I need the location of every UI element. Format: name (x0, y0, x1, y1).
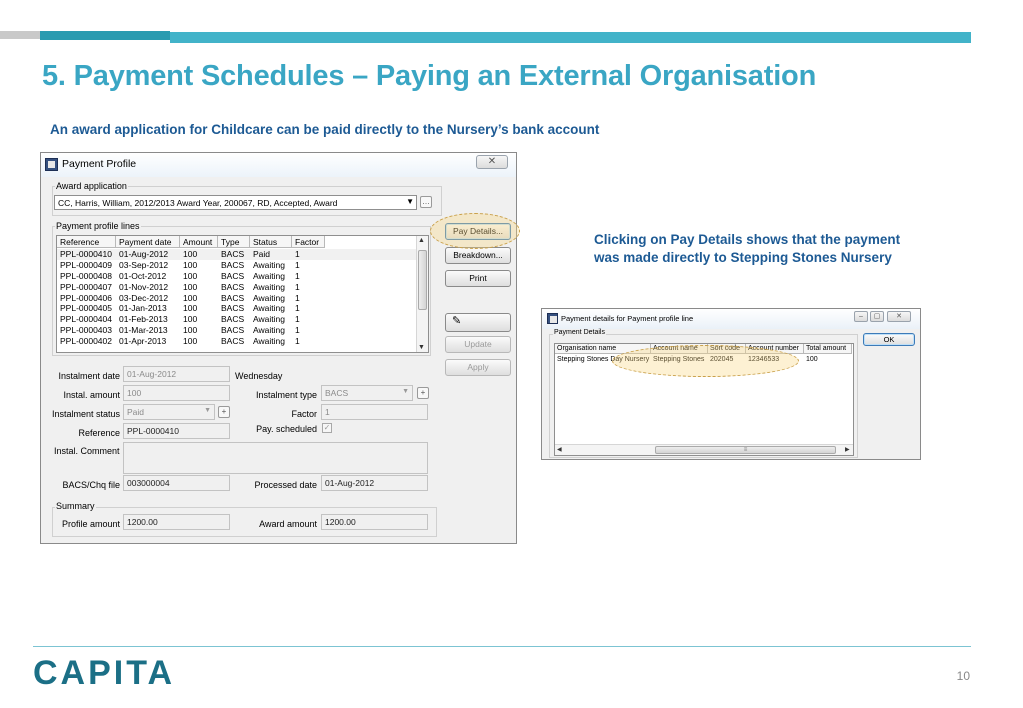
table-cell: 1 (295, 325, 300, 336)
payment-profile-window (40, 152, 517, 544)
scroll-left-icon[interactable]: ◀ (557, 447, 562, 453)
table-cell: BACS (221, 336, 245, 347)
app-icon (45, 158, 58, 171)
table-cell: 1 (295, 314, 300, 325)
bacs-chq-file-field[interactable]: 003000004 (123, 475, 230, 491)
table-cell: 01-Mar-2013 (119, 325, 168, 336)
table-cell: PPL-0000404 (60, 314, 112, 325)
table-row[interactable] (57, 293, 417, 304)
table-cell: PPL-0000405 (60, 303, 112, 314)
table-cell: PPL-0000406 (60, 292, 112, 303)
factor-field[interactable]: 1 (321, 404, 428, 420)
table-cell: 1 (295, 281, 300, 292)
table-header (57, 236, 325, 248)
header-bar-grey (0, 31, 40, 39)
pay-scheduled-checkbox[interactable]: ✓ (323, 423, 331, 432)
highlight-pay-details (430, 213, 520, 249)
table-cell: 1 (295, 270, 300, 281)
maximize-button[interactable]: ▢ (870, 311, 884, 322)
breakdown-button[interactable]: Breakdown... (445, 247, 511, 264)
horizontal-scrollbar[interactable] (555, 444, 853, 455)
table-cell: 100 (183, 325, 198, 336)
table-cell: PPL-0000409 (60, 259, 112, 270)
table-row[interactable] (57, 271, 417, 282)
footer-divider (33, 646, 971, 647)
instalment-type-value: BACS (325, 388, 349, 398)
chevron-down-icon: ▼ (406, 197, 414, 206)
table-cell: BACS (221, 292, 245, 303)
table-cell: 202045 (710, 356, 734, 363)
print-button[interactable]: Print (445, 270, 511, 287)
window-title: Payment Profile (62, 158, 137, 170)
table-cell: Paid (253, 249, 271, 259)
instalment-status-value: Paid (127, 407, 145, 417)
table-cell: Awaiting (253, 336, 285, 347)
table-cell: 01-Jan-2013 (119, 303, 167, 314)
award-amount-label: Award amount (259, 519, 317, 529)
instalment-date-label: Instalment date (58, 371, 120, 381)
chevron-down-icon: ▼ (402, 388, 409, 395)
instal-comment-label: Instal. Comment (54, 446, 120, 456)
table-cell: Awaiting (253, 325, 285, 336)
instal-comment-field[interactable] (123, 442, 428, 474)
table-row[interactable] (57, 260, 417, 271)
table-cell: 100 (183, 314, 198, 325)
table-cell: 01-Oct-2012 (119, 270, 167, 281)
instalment-date-field[interactable]: 01-Aug-2012 (123, 366, 230, 382)
instal-amount-field[interactable]: 100 (123, 385, 230, 401)
column-header[interactable]: Organisation name (555, 344, 651, 354)
capita-logo: CAPITA (33, 654, 176, 692)
summary-label: Summary (56, 501, 95, 511)
table-row[interactable] (57, 303, 417, 314)
table-cell: 100 (183, 259, 198, 270)
table-cell: 100 (806, 356, 818, 363)
table-row[interactable] (57, 336, 417, 347)
instalment-status-label: Instalment status (51, 409, 120, 419)
window-titlebar (41, 153, 516, 177)
instalment-status-select[interactable] (123, 404, 215, 420)
column-header[interactable]: Status (250, 236, 292, 248)
column-header[interactable]: Reference (57, 236, 116, 248)
window-title: Payment details for Payment profile line (561, 314, 694, 323)
pay-details-button[interactable]: Pay Details... (445, 223, 511, 240)
table-cell: BACS (221, 281, 245, 292)
instalment-type-select[interactable] (321, 385, 413, 401)
column-header[interactable]: Total amount (804, 344, 852, 354)
column-header[interactable]: Type (218, 236, 250, 248)
column-header[interactable]: Account number (746, 344, 804, 354)
table-cell: 01-Aug-2012 (119, 249, 169, 259)
award-application-select[interactable] (54, 195, 417, 210)
header-bar-accent (40, 31, 170, 40)
table-row[interactable] (57, 249, 417, 260)
instalment-type-label: Instalment type (255, 390, 317, 400)
payment-details-window (541, 308, 921, 460)
table-cell: 100 (183, 281, 198, 292)
award-lookup-button[interactable]: … (422, 197, 430, 206)
payment-lines-label: Payment profile lines (56, 221, 140, 231)
page-number: 10 (956, 669, 970, 683)
table-cell: Awaiting (253, 303, 285, 314)
chevron-down-icon: ▼ (204, 407, 211, 414)
table-cell: BACS (221, 249, 245, 259)
slide-subtitle: An award application for Childcare can be paid directly to the Nursery’s bank account (50, 122, 600, 137)
table-cell: PPL-0000408 (60, 270, 112, 281)
table-cell: 01-Nov-2012 (119, 281, 169, 292)
table-cell: 100 (183, 292, 198, 303)
profile-amount-label: Profile amount (61, 519, 120, 529)
instal-amount-label: Instal. amount (63, 390, 120, 400)
column-header[interactable]: Account name (651, 344, 708, 354)
vertical-scrollbar[interactable] (416, 236, 428, 352)
reference-label: Reference (78, 428, 120, 438)
table-cell: BACS (221, 303, 245, 314)
table-cell: Awaiting (253, 314, 285, 325)
table-cell: 100 (183, 249, 198, 259)
slide-title: 5. Payment Schedules – Paying an External Organisation (42, 60, 817, 92)
table-cell: PPL-0000410 (60, 249, 112, 259)
column-header[interactable]: Payment date (116, 236, 180, 248)
scroll-down-icon[interactable]: ▼ (418, 344, 425, 351)
update-button[interactable]: Update (445, 336, 511, 353)
callout-text: Clicking on Pay Details shows that the payment was made directly to Stepping Stones Nursery (594, 232, 901, 265)
apply-button[interactable]: Apply (445, 359, 511, 376)
header-bar (170, 32, 971, 43)
window-titlebar (542, 309, 920, 329)
pen-icon: ✎ (452, 315, 462, 327)
table-cell: 1 (295, 249, 300, 259)
table-cell: Awaiting (253, 259, 285, 270)
app-icon (547, 313, 558, 324)
table-cell: 01-Feb-2013 (119, 314, 168, 325)
column-header[interactable]: Sort code (708, 344, 746, 354)
table-cell: 1 (295, 259, 300, 270)
table-cell: 1 (295, 303, 300, 314)
table-cell: Awaiting (253, 270, 285, 281)
table-cell: Awaiting (253, 281, 285, 292)
award-amount-field[interactable]: 1200.00 (321, 514, 428, 530)
table-cell: Stepping Stones (653, 356, 705, 363)
reference-field[interactable]: PPL-0000410 (123, 423, 230, 439)
table-body (57, 249, 417, 347)
table-row[interactable] (57, 282, 417, 293)
payment-lines-table[interactable] (56, 235, 429, 353)
processed-date-label: Processed date (254, 480, 317, 490)
processed-date-field[interactable]: 01-Aug-2012 (321, 475, 428, 491)
table-cell: PPL-0000403 (60, 325, 112, 336)
scroll-up-icon[interactable]: ▲ (418, 237, 425, 244)
pay-scheduled-label: Pay. scheduled (256, 424, 317, 434)
instalment-type-add-button[interactable]: + (417, 387, 429, 399)
ok-button[interactable]: OK (863, 333, 915, 346)
scroll-right-icon[interactable]: ▶ (845, 447, 850, 453)
table-cell: 100 (183, 336, 198, 347)
scroll-thumb[interactable] (418, 250, 427, 310)
close-button[interactable]: ✕ (476, 155, 508, 169)
table-row[interactable] (57, 314, 417, 325)
table-cell: PPL-0000402 (60, 336, 112, 347)
table-cell: 100 (183, 303, 198, 314)
table-cell: 1 (295, 292, 300, 303)
column-header[interactable]: Factor (292, 236, 325, 248)
table-cell: Awaiting (253, 292, 285, 303)
table-cell: 1 (295, 336, 300, 347)
instalment-status-add-button[interactable]: + (218, 406, 230, 418)
table-cell: Stepping Stones Day Nursery (557, 356, 650, 363)
award-application-label: Award application (56, 181, 127, 191)
highlight-organisation (612, 345, 799, 377)
close-button[interactable]: ✕ (887, 311, 911, 322)
table-cell: 100 (183, 270, 198, 281)
bacs-chq-file-label: BACS/Chq file (62, 480, 120, 490)
table-cell: BACS (221, 270, 245, 281)
payment-details-label: Payment Details (554, 329, 605, 336)
table-row[interactable] (57, 325, 417, 336)
weekday-text: Wednesday (235, 371, 283, 381)
table-cell: PPL-0000407 (60, 281, 112, 292)
table-cell: BACS (221, 325, 245, 336)
table-cell: 12346533 (748, 356, 780, 363)
table-cell: 01-Apr-2013 (119, 336, 167, 347)
table-cell: 03-Dec-2012 (119, 292, 169, 303)
scroll-thumb[interactable]: ≡ (655, 446, 836, 454)
factor-label: Factor (291, 409, 317, 419)
table-cell: BACS (221, 259, 245, 270)
award-application-value: CC, Harris, William, 2012/2013 Award Year, 200067, RD, Accepted, Award (58, 198, 338, 208)
table-cell: 03-Sep-2012 (119, 259, 169, 270)
minimize-button[interactable]: – (854, 311, 868, 322)
edit-button[interactable] (445, 313, 511, 332)
profile-amount-field[interactable]: 1200.00 (123, 514, 230, 530)
column-header[interactable]: Amount (180, 236, 218, 248)
table-cell: BACS (221, 314, 245, 325)
